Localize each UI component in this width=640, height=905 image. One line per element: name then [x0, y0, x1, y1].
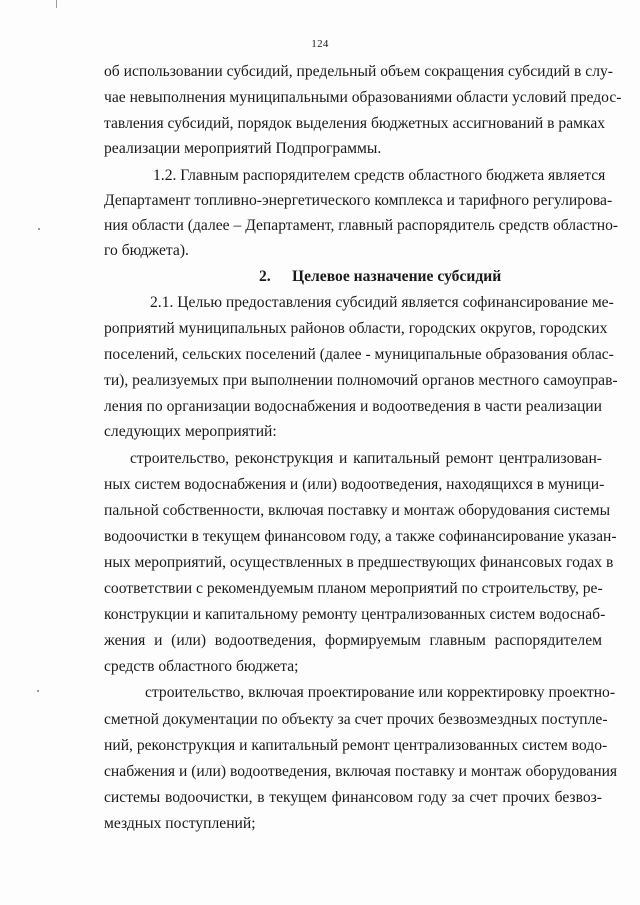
text-line: 1.2. Главным распорядителем средств областного бюджета является: [153, 167, 606, 184]
scan-artifact: [38, 228, 40, 230]
text-line: тавления субсидий, порядок выделения бюджетных ассигнований в рамках: [104, 115, 606, 132]
text-line: пальной собственности, включая поставку и монтаж оборудования системы: [104, 502, 611, 519]
text-line: строительство, включая проектирование или корректировку проектно-: [145, 684, 616, 701]
text-line: средств областного бюджета;: [104, 658, 299, 675]
text-line: го бюджета).: [104, 242, 189, 259]
scan-artifact: [37, 690, 39, 692]
text-line: 2.1. Целью предоставления субсидий является софинансирование ме-: [150, 294, 614, 311]
text-line: мездных поступлений;: [104, 815, 256, 832]
text-line: соответствии с рекомендуемым планом мероприятий по строительству, ре-: [104, 580, 603, 597]
text-line: следующих мероприятий:: [104, 423, 277, 440]
section-number: 2.: [259, 268, 271, 285]
text-line: об использовании субсидий, предельный объем сокращения субсидий в слу-: [104, 63, 613, 80]
text-line: ти), реализуемых при выполнении полномочий органов местного самоуправ-: [104, 372, 618, 389]
section-title: Целевое назначение субсидий: [292, 268, 502, 285]
text-line: снабжения и (или) водоотведения, включая поставку и монтаж оборудования: [104, 763, 618, 780]
text-line: ных систем водоснабжения и (или) водоотведения, находящихся в муници-: [104, 476, 605, 493]
text-line: ний, реконструкция и капитальный ремонт централизованных систем водо-: [104, 737, 608, 754]
text-line: ния области (далее – Департамент, главный распорядитель средств областно-: [104, 217, 619, 234]
text-line: системы водоочистки, в текущем финансовом году за счет прочих безвоз-: [104, 789, 602, 806]
text-line: водоочистки в текущем финансовом году, а также софинансирование указан-: [104, 528, 617, 545]
text-line: строительство, реконструкция и капитальный ремонт централизован-: [130, 450, 602, 467]
text-line: чае невыполнения муниципальными образованиями области условий предос-: [104, 89, 622, 106]
text-line: жения и (или) водоотведения, формируемым главным распорядителем: [104, 632, 602, 649]
text-line: роприятий муниципальных районов области, городских округов, городских: [104, 320, 608, 337]
text-line: реализации мероприятий Подпрограммы.: [104, 140, 382, 157]
text-line: ных мероприятий, осуществленных в предшествующих финансовых годах в: [104, 554, 614, 571]
text-line: ления по организации водоснабжения и водоотведения в части реализации: [104, 398, 602, 415]
text-line: поселений, сельских поселений (далее - муниципальные образования облас-: [104, 346, 614, 363]
text-line: Департамент топливно-энергетического комплекса и тарифного регулирова-: [104, 192, 613, 209]
scan-artifact: [56, 0, 57, 8]
text-line: сметной документации по объекту за счет прочих безвозмездных поступле-: [104, 711, 608, 728]
text-line: конструкции и капитальному ремонту централизованных систем водоснаб-: [104, 606, 606, 623]
page-number: 124: [311, 38, 329, 50]
